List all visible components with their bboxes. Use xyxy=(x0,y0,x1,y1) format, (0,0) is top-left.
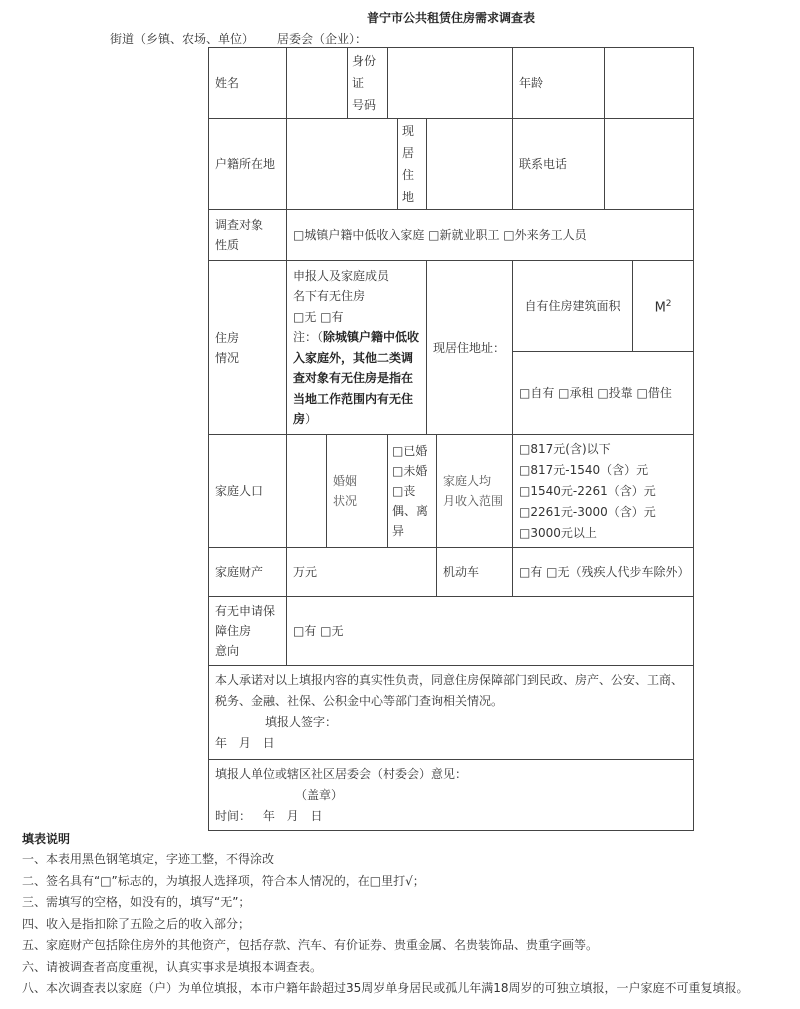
target-label xyxy=(209,210,287,261)
marriage-option[interactable]: □未婚 xyxy=(392,464,428,478)
housing-question[interactable] xyxy=(287,261,427,435)
housing-label-line: 住房 xyxy=(215,330,240,345)
phone-field[interactable] xyxy=(605,119,694,210)
age-field[interactable] xyxy=(605,48,694,119)
instructions-title: 填表说明 xyxy=(22,832,71,846)
income-label-line: 月收入范围 xyxy=(443,494,504,508)
applied-label xyxy=(209,597,287,666)
marriage-label-line: 状况 xyxy=(333,494,358,508)
applied-label-line: 意向 xyxy=(215,644,240,658)
area-unit-sup: 2 xyxy=(665,298,672,309)
income-label xyxy=(437,435,513,548)
street-label: 街道（乡镇、农场、单位） xyxy=(110,32,255,46)
housing-question-line: 名下有无住房 xyxy=(293,289,366,303)
applied-options[interactable]: □有 □无 xyxy=(287,597,694,666)
area-unit xyxy=(633,261,694,352)
residence-label-line: 居 xyxy=(402,146,415,160)
housing-label-line: 情况 xyxy=(215,350,240,365)
housing-question-line: 申报人及家庭成员 xyxy=(293,268,390,283)
promise-cell xyxy=(209,666,694,760)
name-label: 姓名 xyxy=(209,48,287,119)
promise-text: 本人承诺对以上填报内容的真实性负责，同意住房保障部门到民政、房产、公安、工商、税务、金融、社保、公积金中心等部门查询相关情况。 xyxy=(215,673,684,708)
marriage-option[interactable]: □丧偶、离异 xyxy=(392,484,429,538)
residence-label xyxy=(398,119,427,210)
opinion-cell xyxy=(209,760,694,831)
id-number-field[interactable] xyxy=(388,48,513,119)
note-bold: 除城镇户籍中低收入家庭外，其他二类调查对象有无住房是指在当地工作范围内有无住房 xyxy=(293,330,420,426)
instruction-item: 二、签名具有“□”标志的，为填报人选择项，符合本人情况的，在□里打√； xyxy=(22,873,425,888)
vehicle-label: 机动车 xyxy=(437,548,513,597)
target-label-line: 性质 xyxy=(215,238,240,252)
income-option[interactable]: □3000元以上 xyxy=(519,525,597,540)
income-option[interactable]: □2261元-3000（含）元 xyxy=(519,504,656,519)
residence-label-line: 现 xyxy=(402,124,415,138)
id-label xyxy=(348,48,388,119)
income-label-line: 家庭人均 xyxy=(443,474,492,488)
note-suffix: ） xyxy=(305,412,318,426)
applied-label-line: 障住房 xyxy=(215,624,252,638)
assets-label: 家庭财产 xyxy=(209,548,287,597)
area-unit-m: M xyxy=(654,300,666,316)
current-address-label: 现居住地址： xyxy=(427,261,513,435)
name-field[interactable] xyxy=(287,48,348,119)
instruction-item: 四、收入是指扣除了五险之后的收入部分； xyxy=(22,916,251,931)
seal-label: （盖章） xyxy=(295,787,344,802)
tenure-options[interactable]: □自有 □承租 □投靠 □借住 xyxy=(513,352,694,435)
marriage-label-line: 婚姻 xyxy=(333,474,358,488)
instructions xyxy=(22,829,792,1000)
instruction-item: 八、本次调查表以家庭（户）为单位填报，本市户籍年龄超过35周岁单身居民或孤儿年满18周岁的可独立填报，一户家庭不可重复填报。 xyxy=(22,981,749,995)
committee-label: 居委会（企业）： xyxy=(277,32,368,46)
marriage-options[interactable] xyxy=(388,435,437,548)
id-label-line: 号码 xyxy=(352,98,377,112)
family-label: 家庭人口 xyxy=(209,435,287,548)
income-option[interactable]: □817元(含)以下 xyxy=(519,441,611,456)
residence-field[interactable] xyxy=(427,119,513,210)
assets-field[interactable]: 万元 xyxy=(287,548,437,597)
own-area-label: 自有住房建筑面积 xyxy=(513,261,633,352)
family-field[interactable] xyxy=(287,435,327,548)
form-title: 普宁市公共租赁住房需求调查表 xyxy=(367,11,536,25)
income-option[interactable]: □1540元-2261（含）元 xyxy=(519,483,656,498)
hukou-field[interactable] xyxy=(287,119,398,210)
applied-label-line: 有无申请保 xyxy=(215,604,276,618)
target-options[interactable]: □城镇户籍中低收入家庭 □新就业职工 □外来务工人员 xyxy=(287,210,694,261)
age-label: 年龄 xyxy=(513,48,605,119)
unit-opinion-label: 填报人单位或辖区社区居委会（村委会）意见： xyxy=(215,766,468,781)
id-label-line: 证 xyxy=(352,76,365,90)
income-option[interactable]: □817元-1540（含）元 xyxy=(519,462,649,477)
id-label-line: 身份 xyxy=(352,54,377,68)
income-options[interactable] xyxy=(513,435,694,548)
instruction-item: 一、本表用黑色钢笔填定，字迹工整，不得涂改 xyxy=(22,852,275,866)
instruction-item: 五、家庭财产包括除住房外的其他资产，包括存款、汽车、有价证券、贵重金属、名贵装饰品、贵重字画等。 xyxy=(22,938,599,952)
vehicle-options[interactable]: □有 □无（残疾人代步车除外） xyxy=(513,548,694,597)
instruction-item: 六、请被调查者高度重视，认真实事求是填报本调查表。 xyxy=(22,959,323,974)
phone-label: 联系电话 xyxy=(513,119,605,210)
residence-label-line: 地 xyxy=(402,190,415,204)
hukou-label: 户籍所在地 xyxy=(209,119,287,210)
residence-label-line: 住 xyxy=(402,168,415,182)
signature-label[interactable]: 填报人签字： xyxy=(265,715,338,729)
instruction-item: 三、需填写的空格，如没有的，填写“无”； xyxy=(22,895,251,909)
opinion-time[interactable]: 时间： 年 月 日 xyxy=(215,808,323,823)
note-prefix: 注：（ xyxy=(293,330,324,344)
promise-date[interactable]: 年 月 日 xyxy=(215,736,275,750)
housing-label xyxy=(209,261,287,435)
target-label-line: 调查对象 xyxy=(215,218,264,232)
survey-table xyxy=(208,47,694,831)
marriage-label xyxy=(327,435,388,548)
housing-options[interactable]: □无 □有 xyxy=(293,309,344,324)
marriage-option[interactable]: □已婚 xyxy=(392,444,428,458)
